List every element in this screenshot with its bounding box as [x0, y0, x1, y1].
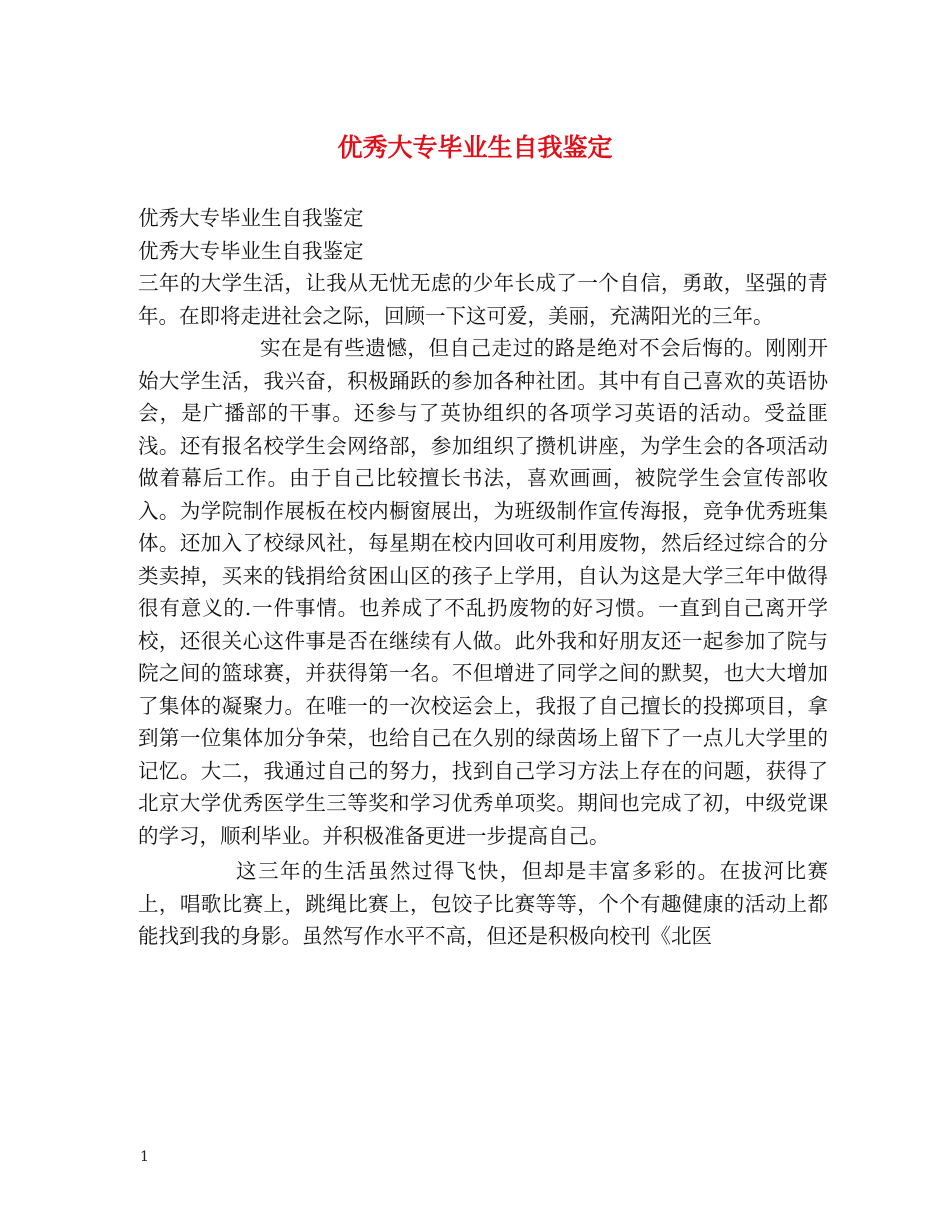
document-title: 优秀大专毕业生自我鉴定 [337, 133, 613, 162]
paragraph-activities: 实在是有些遗憾，但自己走过的路是绝对不会后悔的。刚刚开始大学生活，我兴奋，积极踊跃的参加各种社团。其中有自己喜欢的英语协会，是广播部的干事。还参与了英协组织的各项学习英语的活动。受益匪浅。还有报名校学生会网络部，参加组织了攒机讲座，为学生会的各项活动做着幕后工作。由于自己比较擅长书法，喜欢画画，被院学生会宣传部收入。为学院制作展板在校内橱窗展出，为班级制作宣传海报，竞争优秀班集体。还加入了校绿风社，每星期在校内回收可利用废物，然后经过综合的分类卖掉，买来的钱捐给贫困山区的孩子上学用，自认为这是大学三年中做得很有意义的.一件事情。也养成了不乱扔废物的好习惯。一直到自己离开学校，还很关心这件事是否在继续有人做。此外我和好朋友还一起参加了院与院之间的篮球赛，并获得第一名。不但增进了同学之间的默契，也大大增加了集体的凝聚力。在唯一的一次校运会上，我报了自己擅长的投掷项目，拿到第一位集体加分争荣，也给自己在久别的绿茵场上留下了一点儿大学里的记忆。大二，我通过自己的努力，找到自己学习方法上存在的问题，获得了北京大学优秀医学生三等奖和学习优秀单项奖。期间也完成了初，中级党课的学习，顺利毕业。并积极准备更进一步提高自己。 [138, 336, 828, 848]
document-body [138, 202, 828, 953]
paragraph-intro: 三年的大学生活，让我从无忧无虑的少年长成了一个自信，勇敢，坚强的青年。在即将走进社会之际，回顾一下这可爱，美丽，充满阳光的三年。 [138, 271, 828, 328]
paragraph-life: 这三年的生活虽然过得飞快，但却是丰富多彩的。在拔河比赛上，唱歌比赛上，跳绳比赛上，包饺子比赛等等，个个有趣健康的活动上都能找到我的身影。虽然写作水平不高，但还是积极向校刊《北医 [138, 859, 828, 948]
page-number: 1 [140, 1149, 149, 1165]
heading-line-2: 优秀大专毕业生自我鉴定 [138, 238, 364, 263]
heading-line-1: 优秀大专毕业生自我鉴定 [138, 206, 364, 230]
